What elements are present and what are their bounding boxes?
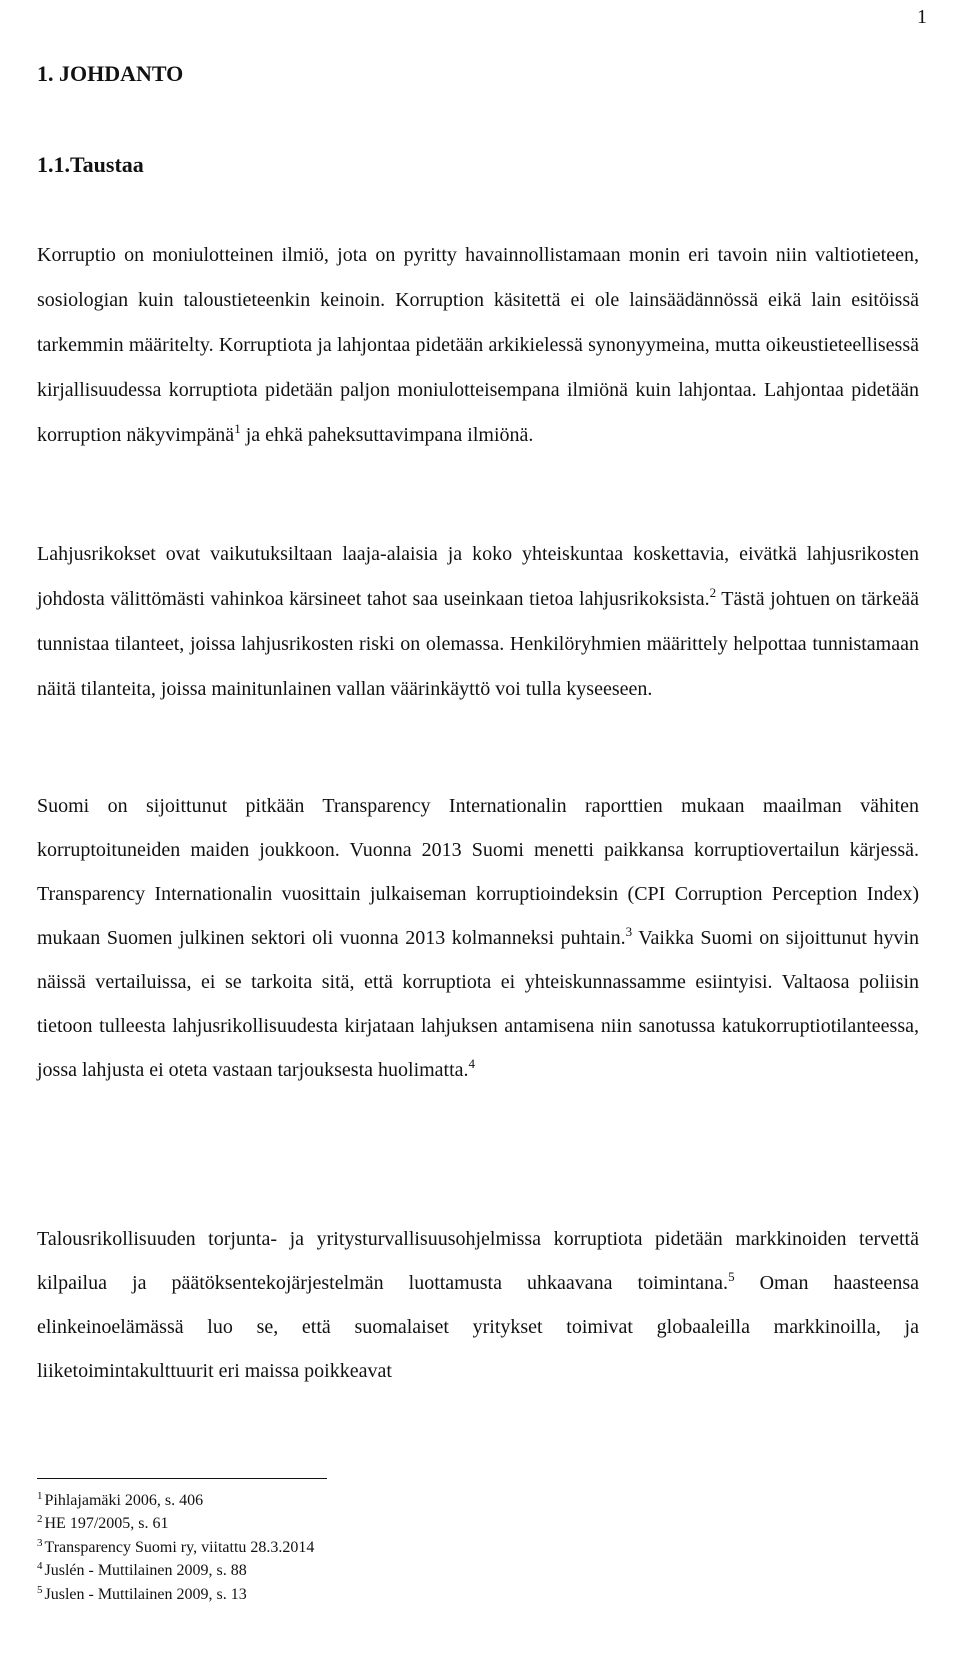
- footnote-item: [37, 1536, 314, 1559]
- footnote-number: 3: [37, 1536, 43, 1549]
- footnote-text: Juslen - Muttilainen 2009, s. 13: [44, 1585, 247, 1603]
- page-number: 1: [917, 6, 927, 28]
- paragraph-text: Tästä johtuen on tärkeää tunnistaa tilanteet, joissa lahjusrikosten riski on olemassa. Henkilöryhmien määrittely helpottaa tunnistamaan näitä tilanteita, joissa mainitunlainen vallan väärinkäyttö voi tulla kyseeseen.: [37, 588, 919, 700]
- footnotes: [37, 1489, 314, 1606]
- footnote-item: [37, 1512, 314, 1535]
- paragraph-text: Vaikka Suomi on sijoittunut hyvin näissä vertailuissa, ei se tarkoita sitä, että korruptiota ei yhteiskunnassamme esiintyisi. Valtaosa poliisin tietoon tulleesta lahjusrikollisuudesta kirjataan lahjuksen antamisena niin sanotussa katukorruptiotilanteessa, jossa lahjusta ei oteta vastaan tarjouksesta huolimatta.: [37, 927, 920, 1081]
- footnote-text: HE 197/2005, s. 61: [44, 1515, 169, 1533]
- footnote-ref: 4: [468, 1056, 476, 1071]
- footnote-text: Transparency Suomi ry, viitattu 28.3.2014: [44, 1538, 315, 1556]
- footnote-ref: 5: [728, 1269, 735, 1284]
- footnote-ref: 1: [234, 421, 241, 436]
- paragraph-text: Suomi on sijoittunut pitkään Transparency Internationalin raporttien mukaan maailman vähiten korruptoituneiden maiden joukkoon. Vuonna 2013 Suomi menetti paikkansa korruptiovertailun kärjessä. Transparency Internationalin vuosittain julkaiseman korruptioindeksin (CPI Corruption Perception Index) mukaan Suomen julkinen sektori oli vuonna 2013 kolmanneksi puhtain.: [37, 795, 919, 949]
- paragraph-4: [37, 1217, 919, 1393]
- footnote-item: [37, 1583, 314, 1606]
- paragraph-1: [37, 233, 919, 458]
- footnote-number: 2: [37, 1513, 43, 1526]
- footnote-item: [37, 1489, 314, 1512]
- chapter-heading: 1. JOHDANTO: [37, 61, 184, 86]
- footnote-text: Juslén - Muttilainen 2009, s. 88: [44, 1562, 247, 1580]
- paragraph-text: Oman haasteensa elinkeinoelämässä luo se, että suomalaiset yritykset toimivat globaaleilla markkinoilla, ja liiketoimintakulttuurit eri maissa poikkeavat: [37, 1272, 920, 1382]
- footnote-number: 1: [37, 1490, 43, 1502]
- paragraph-text: ja ehkä paheksuttavimpana ilmiönä.: [240, 424, 534, 446]
- footnote-number: 4: [37, 1560, 43, 1573]
- paragraph-text: Korruptio on moniulotteinen ilmiö, jota on pyritty havainnollistamaan monin eri tavoin niin valtiotieteen, sosiologian kuin taloustieteenkin keinoin. Korruption käsitettä ei ole lainsäädännössä eikä lain esitöissä tarkemmin määritelty. Korruptiota ja lahjontaa pidetään arkikielessä synonyymeina, mutta oikeustieteellisessä kirjallisuudessa korruptiota pidetään paljon moniulotteisempana ilmiönä kuin lahjontaa. Lahjontaa pidetään korruption näkyvimpänä: [37, 244, 919, 446]
- paragraph-text: Lahjusrikokset ovat vaikutuksiltaan laaja-alaisia ja koko yhteiskuntaa koskettavia, eivätkä lahjusrikosten johdosta välittömästi vahinkoa kärsineet tahot saa useinkaan tietoa lahjusrikoksista.: [37, 543, 919, 610]
- section-heading: 1.1.Taustaa: [37, 152, 144, 177]
- footnote-separator: [37, 1478, 327, 1479]
- footnote-ref: 2: [709, 585, 717, 600]
- footnote-text: Pihlajamäki 2006, s. 406: [44, 1492, 204, 1509]
- paragraph-3: [37, 784, 919, 1092]
- paragraph-2: [37, 532, 919, 712]
- paragraph-text: Talousrikollisuuden torjunta- ja yritysturvallisuusohjelmissa korruptiota pidetään markkinoiden tervettä kilpailua ja päätöksentekojärjestelmän luottamusta uhkaavana toimintana.: [37, 1228, 919, 1294]
- footnote-item: [37, 1559, 314, 1582]
- footnote-ref: 3: [625, 924, 633, 939]
- footnote-number: 5: [37, 1583, 43, 1596]
